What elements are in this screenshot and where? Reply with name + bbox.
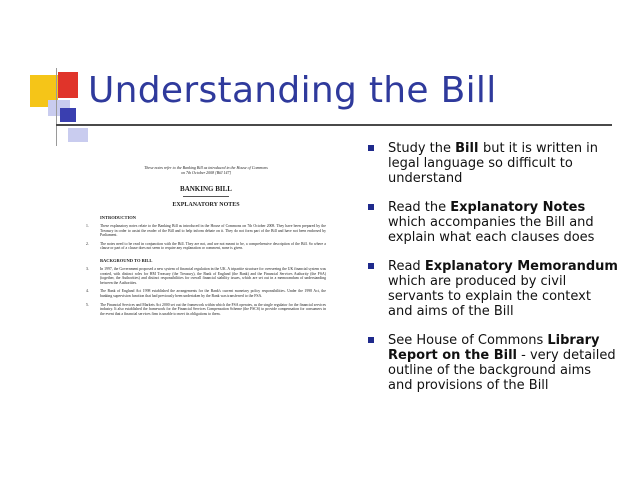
decor-light-square-2 [68, 128, 88, 142]
doc-paragraph [86, 289, 326, 298]
square-bullet-icon [368, 204, 374, 210]
slide-title: Understanding the Bill [88, 70, 497, 111]
bullet-item: Read Explanatory Memorandum which are produced by civil servants to explain the context and aims of the Bill [368, 259, 618, 319]
doc-title: BANKING BILL [180, 185, 232, 193]
doc-paragraph [86, 224, 326, 238]
doc-section-heading: BACKGROUND TO BILL [100, 257, 153, 263]
doc-header-line-2: on 7th October 2008 [Bill 147] [180, 170, 232, 175]
doc-subtitle: EXPLANATORY NOTES [172, 202, 240, 208]
doc-paragraph [86, 303, 326, 317]
bullet-item: Read the Explanatory Notes which accompanies the Bill and explain what each clauses does [368, 200, 618, 245]
doc-paragraph-number: 1. [86, 224, 89, 228]
doc-paragraph [86, 267, 326, 285]
doc-paragraph-number: 2. [86, 241, 89, 246]
doc-paragraph-text: These explanatory notes relate to the Banking Bill as introduced in the House of Commons on 7th October 2008. They have been prepared by the Treasury in order to assist the reader of the Bill and to help inform debate on it. They do not form part of the Bill and have not been endorsed by Parliament. [100, 224, 326, 238]
doc-paragraph-text: In 1997, the Government proposed a new system of financial regulation in the UK. A tripartite structure for overseeing the UK financial system was created, with distinct roles for HM Treasury (the Treasury), the Bank of England (the Bank) and the Financial Services Authority (the FSA) (together, the Authorities) and distinct responsibilities for overall financial stability issues, which are set out in a memorandum of understanding between the Authorities. [100, 266, 326, 285]
bullet-item: Study the Bill but it is written in legal language so difficult to understand [368, 141, 618, 186]
doc-paragraph-number: 4. [86, 289, 89, 294]
doc-header-line-1: These notes refer to the Banking Bill as introduced in the House of Commons [144, 165, 268, 170]
bullet-list [368, 141, 618, 407]
square-bullet-icon [368, 263, 374, 269]
square-bullet-icon [368, 337, 374, 343]
doc-paragraph-text: The notes need to be read in conjunction with the Bill. They are not, and are not meant to be, a comprehensive description of the Bill. So where a clause or part of a clause does not seem to require any explanation or comment, none is given. [100, 241, 326, 251]
title-underline [56, 124, 612, 126]
decor-vertical-line [56, 68, 57, 146]
doc-title-separator [183, 196, 229, 197]
decor-red-square [58, 72, 78, 98]
bullet-item: See House of Commons Library Report on the Bill - very detailed outline of the background aims and provisions of the Bill [368, 333, 618, 393]
doc-section-heading: INTRODUCTION [100, 215, 137, 220]
doc-paragraph-number: 5. [86, 302, 89, 307]
square-bullet-icon [368, 145, 374, 151]
explanatory-notes-document [86, 165, 326, 316]
doc-paragraph-number: 3. [86, 266, 89, 271]
doc-paragraph-text: The Financial Services and Markets Act 2000 set out the framework within which the FSA operates, as the single regulator for the financial services industry. It also established the framework for the Financial Services Compensation Scheme (the FSCS) to provide compensation for consumers in the event that a financial services firm is unable to meet its obligations to them. [100, 302, 326, 316]
decor-blue-square [60, 108, 76, 122]
doc-paragraph-text: The Bank of England Act 1998 established the arrangements for the Bank's current monetary policy responsibilities. Under the 1998 Act, the banking supervision function that had previously been undertaken by the Bank was transferred to the FSA. [100, 289, 326, 298]
doc-paragraph [86, 242, 326, 251]
